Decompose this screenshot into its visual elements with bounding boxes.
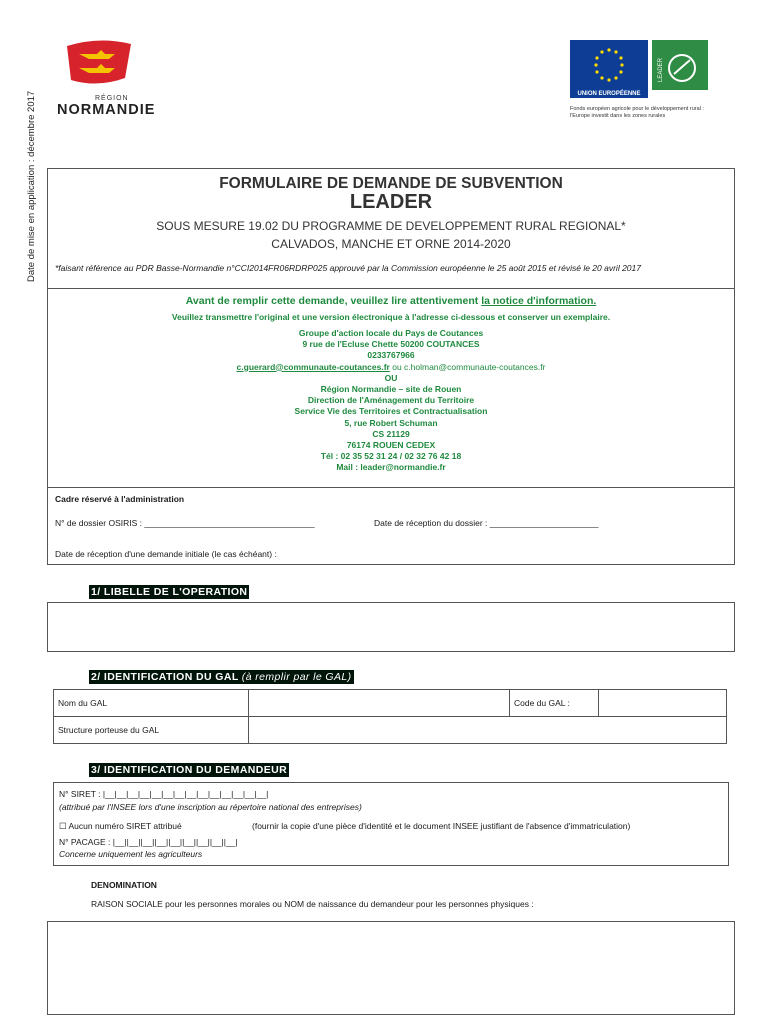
- denomination-heading: DENOMINATION: [91, 880, 157, 890]
- side-date-text: Date de mise en application : décembre 2017: [26, 90, 37, 282]
- pacage-field[interactable]: N° PACAGE : |__||__||__||__||__||__||__||__||__|: [59, 837, 238, 847]
- form-title: FORMULAIRE DE DEMANDE DE SUBVENTION: [219, 175, 563, 192]
- region-big-label: NORMANDIE: [57, 102, 156, 118]
- region-normandie-logo: [55, 38, 185, 118]
- gal-name-field[interactable]: [249, 690, 510, 717]
- header-box: [47, 168, 735, 565]
- gal-structure-label: Structure porteuse du GAL: [54, 717, 249, 744]
- no-siret-note: (fournir la copie d'une pièce d'identité et le document INSEE justifiant de l'absence d'immatriculation): [252, 821, 631, 831]
- form-subheading-2: CALVADOS, MANCHE ET ORNE 2014-2020: [271, 237, 511, 251]
- siret-field[interactable]: N° SIRET : |__|__|__|__|__|__|__|__|__|__|__|__|__|__|: [59, 789, 269, 799]
- address-line: Direction de l'Aménagement du Territoire: [307, 395, 475, 406]
- email-alt: ou c.holman@communaute-coutances.fr: [392, 361, 546, 372]
- section-2-title-note: (à remplir par le GAL): [241, 671, 352, 683]
- notice-line-1: [48, 295, 734, 307]
- address-line: Service Vie des Territoires et Contractualisation: [294, 406, 488, 417]
- form-subtitle: LEADER: [349, 191, 433, 213]
- address-line: 76174 ROUEN CEDEX: [346, 440, 436, 451]
- eu-label: UNION EUROPÉENNE: [570, 90, 648, 98]
- email-link[interactable]: c.guerard@communaute-coutances.fr: [236, 361, 390, 372]
- notice-line-2: Veuillez transmettre l'original et une version électronique à l'adresse ci-dessous et conserver un exemplaire.: [171, 312, 611, 322]
- address-line: 5, rue Robert Schuman: [344, 417, 438, 428]
- address-line: Tél : 02 35 52 31 24 / 02 32 76 42 18: [320, 451, 462, 462]
- raison-sociale-field[interactable]: [47, 921, 735, 1015]
- siret-note: (attribué par l'INSEE lors d'une inscription au répertoire national des entreprises): [59, 802, 362, 812]
- address-line: Groupe d'action locale du Pays de Coutances: [298, 328, 484, 338]
- email-line: [48, 362, 734, 373]
- reception-date-field[interactable]: Date de réception du dossier : _______________________: [374, 518, 599, 528]
- form-subheading-1: SOUS MESURE 19.02 DU PROGRAMME DE DEVELOPPEMENT RURAL REGIONAL*: [156, 219, 626, 233]
- notice-link[interactable]: la notice d'information.: [481, 295, 597, 307]
- pacage-note: Concerne uniquement les agriculteurs: [59, 849, 203, 859]
- divider: [48, 487, 734, 488]
- raison-sociale-label: RAISON SOCIALE pour les personnes morales ou NOM de naissance du demandeur pour les personnes physiques :: [91, 899, 534, 909]
- no-siret-checkbox[interactable]: ☐ Aucun numéro SIRET attribué: [59, 821, 182, 831]
- gal-structure-field[interactable]: [249, 717, 727, 744]
- section-2-title-text: 2/ IDENTIFICATION DU GAL: [91, 671, 239, 683]
- address-line: Région Normandie – site de Rouen: [320, 384, 462, 395]
- eu-caption-line1: Fonds européen agricole pour le développement rural :: [570, 106, 704, 112]
- admin-title: Cadre réservé à l'administration: [55, 494, 185, 504]
- address-line: OU: [384, 372, 398, 383]
- section-3-title: 3/ IDENTIFICATION DU DEMANDEUR: [91, 764, 288, 776]
- eu-flag-icon: [570, 40, 648, 90]
- address-block: [48, 328, 734, 474]
- section-2-title: [89, 670, 354, 684]
- operation-label-field[interactable]: [47, 602, 735, 652]
- notice-text: Avant de remplir cette demande, veuillez lire attentivement: [185, 295, 479, 307]
- address-line: CS 21129: [372, 428, 410, 439]
- leader-logo-icon: [652, 40, 708, 90]
- siret-box: [53, 782, 729, 866]
- normandy-flag-icon: [59, 38, 139, 86]
- eu-caption-line2: l'Europe investit dans les zones rurales: [570, 113, 666, 119]
- osiris-field[interactable]: N° de dossier OSIRIS : ____________________________________: [55, 518, 315, 528]
- region-small-label: RÉGION: [95, 95, 129, 102]
- divider: [48, 288, 734, 289]
- address-line: 0233767966: [367, 350, 415, 361]
- initial-date-field[interactable]: Date de réception d'une demande initiale (le cas échéant) :: [55, 549, 277, 559]
- eu-leader-logo: [570, 40, 730, 119]
- eu-caption: [570, 106, 740, 120]
- footnote: *faisant référence au PDR Basse-Normandie n°CCI2014FR06RDRP025 approuvé par la Commission européenne le 25 août 2015 et révisé le 20 avril 2017: [55, 263, 641, 273]
- section-1-title: 1/ LIBELLE DE L'OPERATION: [91, 586, 248, 598]
- gal-name-label: Nom du GAL: [54, 690, 249, 717]
- address-line: 9 rue de l'Ecluse Chette 50200 COUTANCES: [302, 339, 480, 350]
- gal-table: [53, 689, 727, 744]
- leader-label: LEADER: [658, 57, 664, 82]
- address-line: Mail : leader@normandie.fr: [336, 462, 446, 473]
- gal-code-label: Code du GAL :: [510, 690, 599, 717]
- gal-code-field[interactable]: [599, 690, 727, 717]
